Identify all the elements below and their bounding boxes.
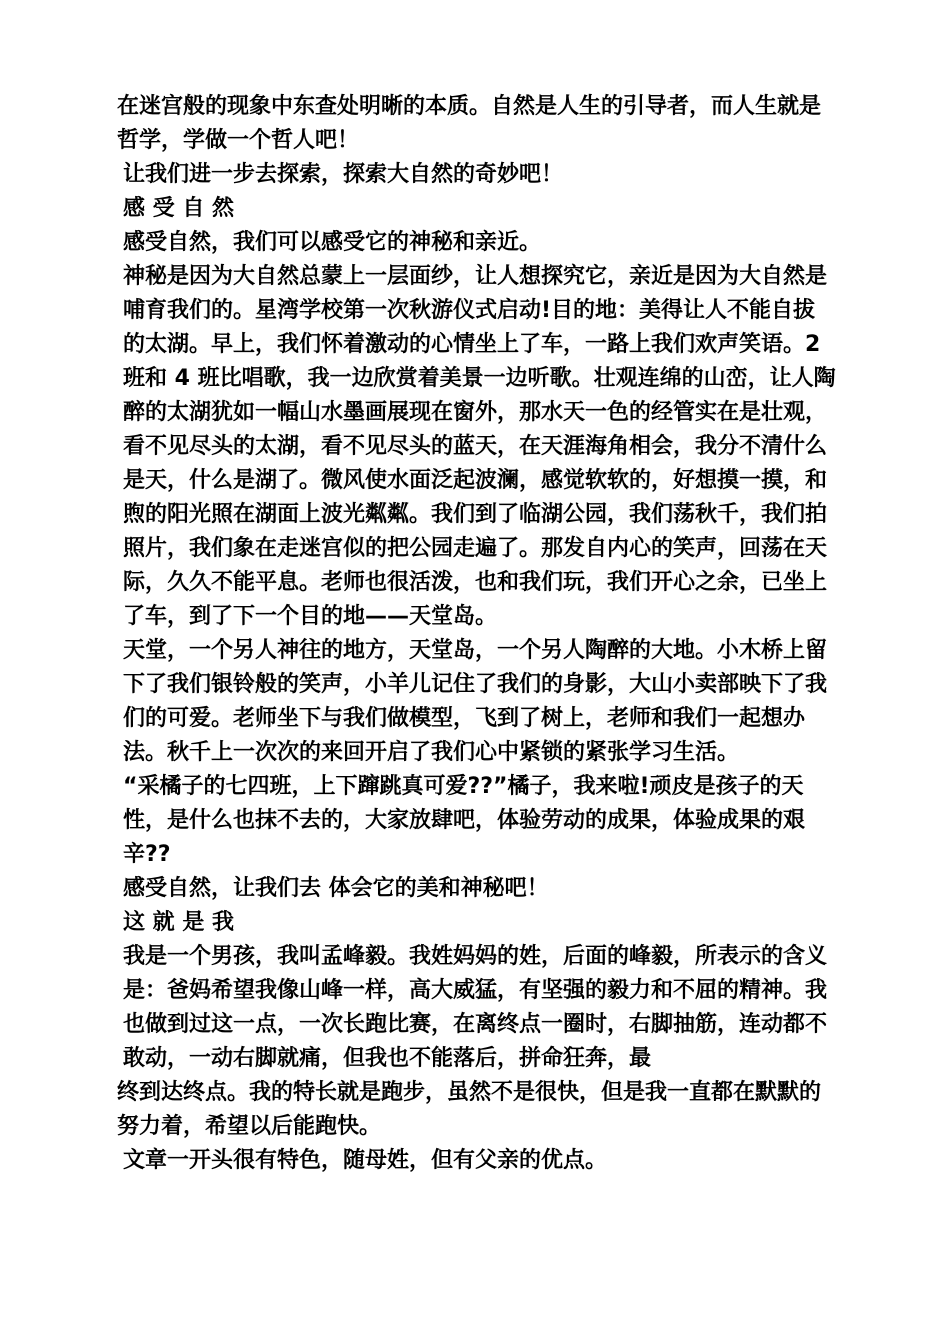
paragraph-10: 文章一开头很有特色，随母姓，但有父亲的优点。 <box>123 1148 608 1173</box>
paragraph-6: “采橘子的七四班，上下蹿跳真可爱??”橘子，我来啦!顽皮是孩子的天性，是什么也抹不去的，大家放肆吧，体验劳动的成果，体验成果的艰辛?? <box>123 774 806 867</box>
paragraph-3: 感受自然，我们可以感受它的神秘和亲近。 <box>123 230 542 255</box>
paragraph-8: 我是一个男孩，我叫孟峰毅。我姓妈妈的姓，后面的峰毅，所表示的含义是：爸妈希望我像山峰一样，高大威猛，有坚强的毅力和不屈的精神。我也做到过这一点，一次长跑比赛，在离终点一圈时，右脚抽筋，连动都不敢动，一动右脚就痛，但我也不能落后，拼命狂奔，最 <box>123 944 828 1071</box>
paragraph-2: 让我们进一步去探索，探索大自然的奇妙吧！ <box>123 162 564 187</box>
paragraph-7: 感受自然，让我们去 体会它的美和神秘吧！ <box>123 876 549 901</box>
section-heading-feel-nature: 感 受 自 然 <box>123 196 234 221</box>
paragraph-5: 天堂，一个另人神往的地方，天堂岛，一个另人陶醉的大地。小木桥上留下了我们银铃般的笑声，小羊儿记住了我们的身影，大山小卖部映下了我们的可爱。老师坐下与我们做模型，飞到了树上，老师和我们一起想办法。秋千上一次次的来回开启了我们心中紧锁的紧张学习生活。 <box>123 638 828 765</box>
section-heading-this-is-me: 这 就 是 我 <box>123 910 234 935</box>
paragraph-1: 在迷宫般的现象中东查处明晰的本质。自然是人生的引导者，而人生就是哲学，学做一个哲人吧！ <box>117 94 822 153</box>
paragraph-4: 神秘是因为大自然总蒙上一层面纱，让人想探究它，亲近是因为大自然是哺育我们的。星湾学校第一次秋游仪式启动!目的地：美得让人不能自拔的太湖。早上，我们怀着激动的心情坐上了车，一路上我们欢声笑语。2 班和 4 班比唱歌，我一边欣赏着美景一边听歌。壮观连绵的山峦，让人陶醉的太湖犹如一幅山水墨画展现在窗外，那水天一色的经管实在是壮观，看不见尽头的太湖，看不见尽头的蓝天，在天涯海角相会，我分不清什么是天，什么是湖了。微风使水面泛起波澜，感觉软软的，好想摸一摸，和煦的阳光照在湖面上波光粼粼。我们到了临湖公园，我们荡秋千，我们拍照片，我们象在走迷宫似的把公园走遍了。那发自内心的笑声，回荡在天际，久久不能平息。老师也很活泼，也和我们玩，我们开心之余，已坐上了车，到了下一个目的地——天堂岛。 <box>123 264 836 629</box>
document-page <box>117 90 837 1178</box>
paragraph-9: 终到达终点。我的特长就是跑步，虽然不是很快，但是我一直都在默默的努力着，希望以后能跑快。 <box>117 1080 822 1139</box>
